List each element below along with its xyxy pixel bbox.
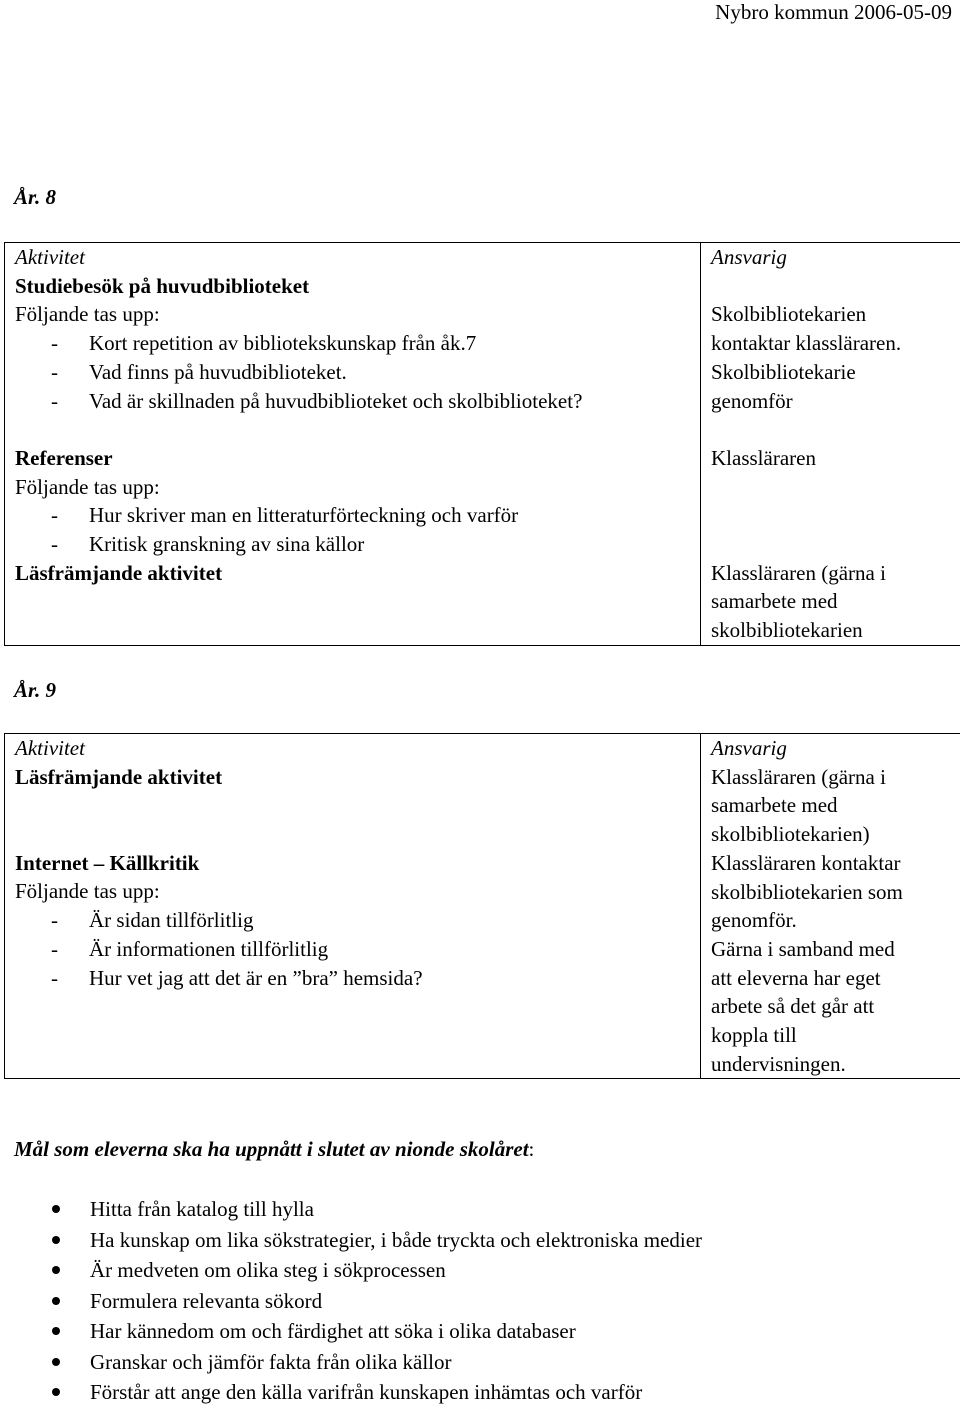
year9-aktivitet-label: Aktivitet [15,734,690,763]
year9-title-lasframjande: Läsfrämjande aktivitet [15,763,690,792]
list-item: - Kort repetition av bibliotekskunskap från åk.7 [15,329,690,358]
year9-resp-line: Klassläraren kontaktar [711,849,951,878]
year9-heading: År. 9 [14,676,56,705]
list-item: - Hur skriver man en litteraturförteckning och varför [15,501,690,530]
year8-resp-klasslararen: Klassläraren [711,444,951,473]
document-header: Nybro kommun 2006-05-09 [715,0,952,27]
year9-resp-line: skolbibliotekarien som [711,878,951,907]
year8-title-lasframjande: Läsfrämjande aktivitet [15,559,690,588]
goals-heading-text: Mål som eleverna ska ha uppnått i slutet av nionde skolåret [14,1137,529,1161]
year8-ansvarig-label: Ansvarig [711,243,951,272]
goals-heading-colon: : [529,1137,535,1161]
year8-intro2: Följande tas upp: [15,473,690,502]
year9-resp-line: Klassläraren (gärna i [711,763,951,792]
year8-resp-line: genomför [711,387,951,416]
year8-responsible-cell [701,243,960,646]
year9-resp-line: skolbibliotekarien) [711,820,951,849]
year9-table [4,733,960,1079]
goal-item: Förstår att ange den källa varifrån kunskapen inhämtas och varför [0,1377,702,1408]
year9-intro2: Följande tas upp: [15,877,690,906]
goal-item: Är medveten om olika steg i sökprocessen [0,1255,702,1286]
year9-resp-line: koppla till [711,1021,951,1050]
list-item: - Hur vet jag att det är en ”bra” hemsida? [15,964,690,993]
year8-resp-line: Skolbibliotekarien [711,300,951,329]
year8-heading: År. 8 [14,183,56,212]
year8-activity-cell [5,243,701,646]
year8-aktivitet-label: Aktivitet [15,243,690,272]
year8-list1 [15,329,690,415]
year9-resp-line: att eleverna har eget [711,964,951,993]
year9-resp-line: samarbete med [711,791,951,820]
year9-title-internet: Internet – Källkritik [15,849,690,878]
list-item: - Är sidan tillförlitlig [15,906,690,935]
year9-responsible-cell [701,734,960,1079]
year8-resp-line: Klassläraren (gärna i [711,559,951,588]
year9-resp-line: undervisningen. [711,1050,951,1079]
year8-intro1: Följande tas upp: [15,300,690,329]
year9-list2 [15,906,690,992]
year8-list2 [15,501,690,558]
year8-resp-line: Skolbibliotekarie [711,358,951,387]
year8-resp-line: samarbete med [711,587,951,616]
list-item: - Vad är skillnaden på huvudbiblioteket och skolbiblioteket? [15,387,690,416]
year8-title-referenser: Referenser [15,444,690,473]
list-item: - Vad finns på huvudbiblioteket. [15,358,690,387]
year9-resp-line: genomför. [711,906,951,935]
goal-item: Formulera relevanta sökord [0,1286,702,1317]
year9-resp-line: Gärna i samband med [711,935,951,964]
list-item: - Kritisk granskning av sina källor [15,530,690,559]
goals-heading [14,1135,534,1164]
year9-resp-line: arbete så det går att [711,992,951,1021]
goals-list [0,1194,702,1408]
year8-resp-line: kontaktar klassläraren. [711,329,951,358]
list-item: - Är informationen tillförlitlig [15,935,690,964]
year9-ansvarig-label: Ansvarig [711,734,951,763]
year8-table [4,242,960,646]
year9-activity-cell [5,734,701,1079]
goal-item: Granskar och jämför fakta från olika källor [0,1347,702,1378]
year8-title-studiebesok: Studiebesök på huvudbiblioteket [15,272,690,301]
goal-item: Ha kunskap om lika sökstrategier, i både tryckta och elektroniska medier [0,1225,702,1256]
goal-item: Har kännedom om och färdighet att söka i olika databaser [0,1316,702,1347]
goal-item: Hitta från katalog till hylla [0,1194,702,1225]
year8-resp-line: skolbibliotekarien [711,616,951,645]
